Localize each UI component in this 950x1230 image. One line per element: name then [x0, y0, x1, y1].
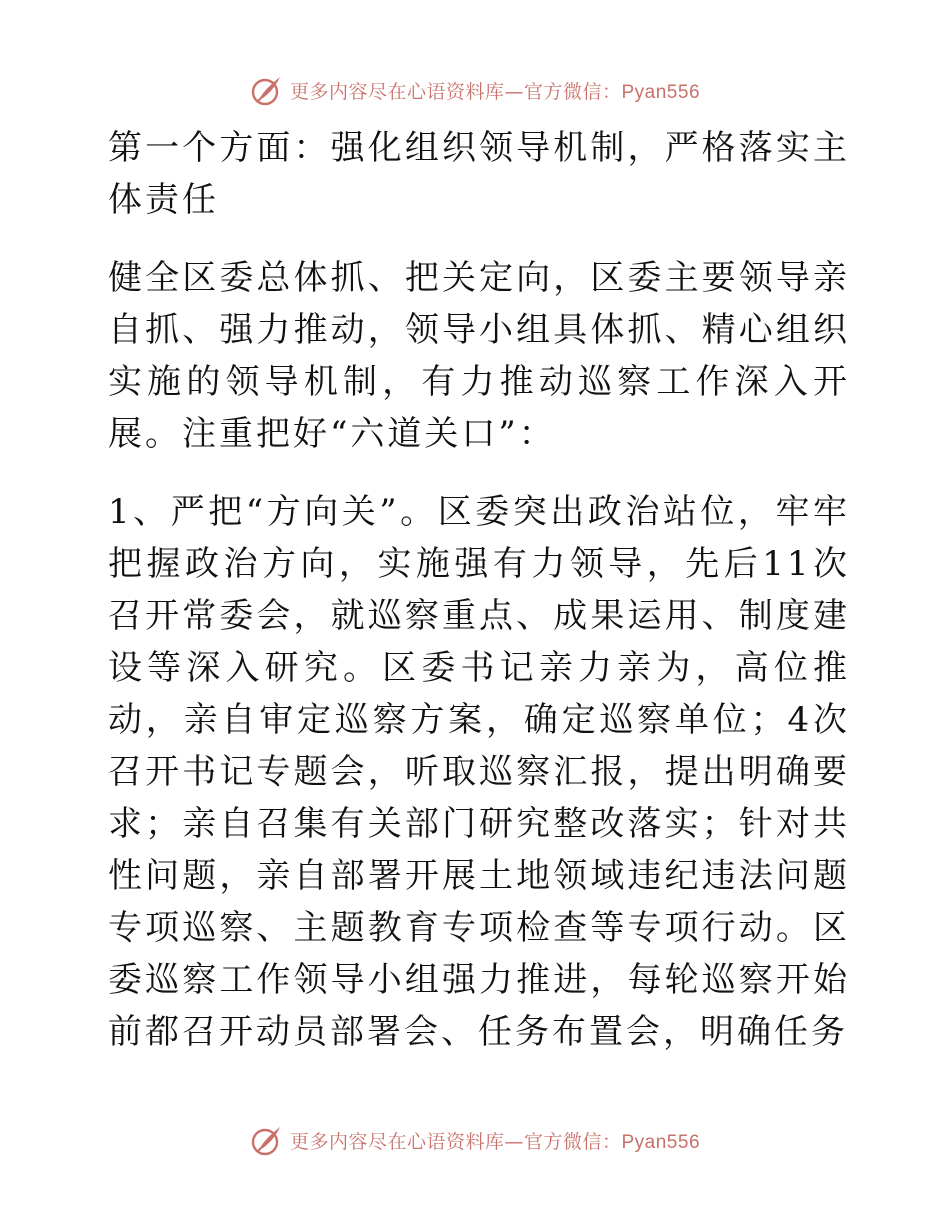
paragraph-direction-gate: 1、严把“方向关”。区委突出政治站位，牢牢把握政治方向，实施强有力领导，先后11次召开常委会，就巡察重点、成果运用、制度建设等深入研究。区委书记亲力亲为，高位推动，亲自审定巡察方案，确定巡察单位；4次召开书记专题会，听取巡察汇报，提出明确要求；亲自召集有关部门研究整改落实；针对共性问题，亲自部署开展土地领域违纪违法问题专项巡察、主题教育专项检查等专项行动。区委巡察工作领导小组强力推进，每轮巡察开始前都召开动员部署会、任务布置会，明确任务: [108, 492, 850, 1052]
quill-pen-icon: [250, 1123, 284, 1157]
quill-pen-icon: [250, 73, 284, 107]
watermark-account-id: Pyan556: [621, 81, 701, 103]
paragraph-leadership-mechanism: 健全区委总体抓、把关定向，区委主要领导亲自抓、强力推动，领导小组具体抓、精心组织实施的领导机制，有力推动巡察工作深入开展。注重把好“六道关口”：: [108, 258, 850, 454]
watermark-footer: [0, 1120, 950, 1160]
watermark-text: 更多内容尽在心语资料库—官方微信：Pyan556: [289, 1130, 701, 1153]
watermark-header: [0, 70, 950, 110]
section-heading: 第一个方面：强化组织领导机制，严格落实主体责任: [108, 128, 850, 220]
watermark-text: 更多内容尽在心语资料库—官方微信：Pyan556: [289, 80, 701, 103]
document-body: [98, 122, 850, 1058]
watermark-account-id: Pyan556: [621, 1131, 701, 1153]
